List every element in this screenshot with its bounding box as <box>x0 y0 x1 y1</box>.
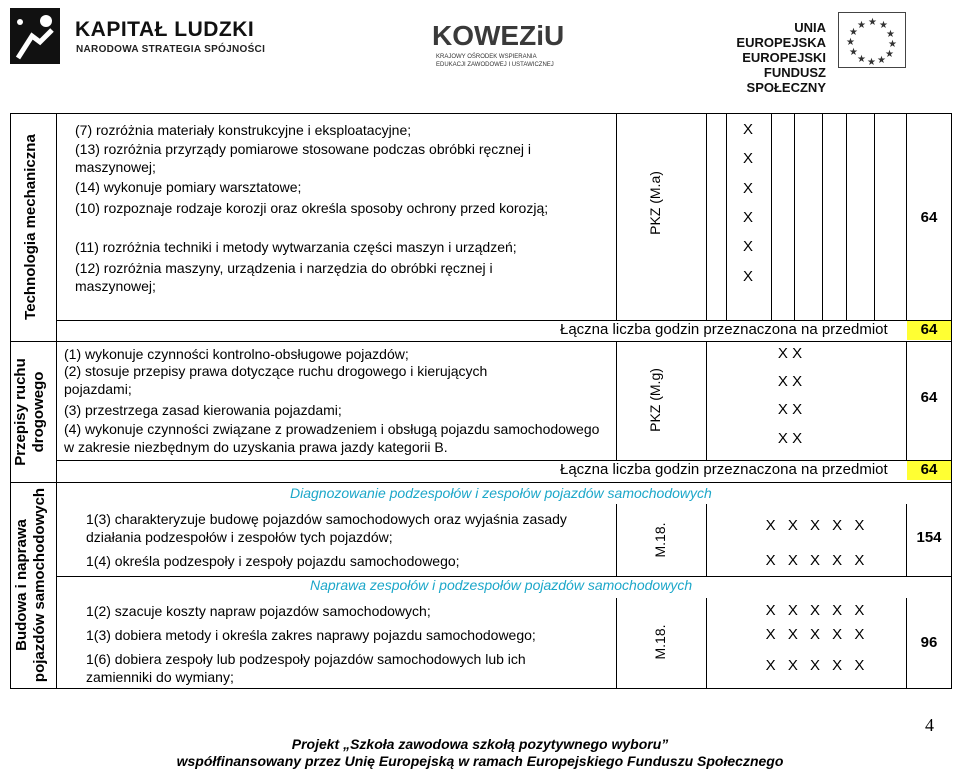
hours-value: 64 <box>920 209 938 226</box>
outcome-row: 1(4) określa podzespoły i zespoły pojazdu samochodowego; <box>86 553 460 569</box>
page-number: 4 <box>925 715 934 735</box>
subject-technologia-mechaniczna: Technologia mechaniczna <box>22 134 39 320</box>
outcome-row: (11) rozróżnia techniki i metody wytwarzania części maszyn i urządzeń; <box>75 239 517 255</box>
eu-line-1: UNIA EUROPEJSKA <box>736 20 826 50</box>
hours-value: 64 <box>920 389 938 406</box>
eu-logo-text <box>702 20 826 95</box>
subject-line-2: drogowego <box>30 371 47 453</box>
subject-line-1: Budowa i naprawa <box>13 519 30 651</box>
mark-x: X <box>742 209 753 226</box>
module-heading-naprawa: Naprawa zespołów i podzespołów pojazdów samochodowych <box>310 577 693 593</box>
footer-funding-line: współfinansowany przez Unię Europejską w ramach Europejskiego Funduszu Społecznego <box>176 753 784 769</box>
marks-xx: X X <box>777 373 803 390</box>
footer-project-line: Projekt „Szkoła zawodowa szkołą pozytywnego wyboru” <box>291 736 669 752</box>
header-logos <box>0 0 960 95</box>
outcome-row: (1) wykonuje czynności kontrolno-obsługowe pojazdów; <box>64 346 409 362</box>
outcome-row: (12) rozróżnia maszyny, urządzenia i narzędzia do obróbki ręcznej i maszynowej; <box>75 260 493 294</box>
hours-value: 154 <box>916 529 942 546</box>
outcome-row: 1(3) charakteryzuje budowę pojazdów samochodowych oraz wyjaśnia zasady działania podzespołów i zespołów tych pojazdów; <box>86 511 567 545</box>
eu-flag-icon: ★ ★ ★ ★ ★ ★ ★ ★ ★ ★ ★ ★ <box>838 12 906 68</box>
outcome-row: 1(6) dobiera zespoły lub podzespoły pojazdów samochodowych lub ich zamienniki do wymiany; <box>86 651 526 685</box>
outcome-row: (14) wykonuje pomiary warsztatowe; <box>75 179 302 195</box>
code-m18: M.18. <box>652 522 668 558</box>
mark-x: X <box>742 150 753 167</box>
outcome-row: (4) wykonuje czynności związane z prowadzeniem i obsługą pojazdu samochodowego w zakresie niezbędnym do uzyskania prawa jazdy kategorii B. <box>64 421 600 455</box>
subject-przepisy-ruchu-drogowego <box>12 344 50 480</box>
subject-line-2: pojazdów samochodowych <box>31 487 48 683</box>
marks-xxxxx: X X X X X <box>765 552 865 569</box>
kowezu-subtitle: KRAJOWY OŚRODEK WSPIERANIA EDUKACJI ZAWODOWEJ I USTAWICZNEJ <box>436 54 554 68</box>
marks-xx: X X <box>777 345 803 362</box>
code-pkz-mg: PKZ (M.g) <box>647 368 663 432</box>
marks-xxxxx: X X X X X <box>765 657 865 674</box>
outcome-row: (10) rozpoznaje rodzaje korozji oraz określa sposoby ochrony przed korozją; <box>75 200 549 216</box>
kapital-ludzki-title: KAPITAŁ LUDZKI <box>75 18 255 41</box>
subject-line-1: Przepisy ruchu <box>12 358 29 466</box>
kapital-ludzki-logo-mark <box>10 8 60 64</box>
kapital-ludzki-subtitle: NARODOWA STRATEGIA SPÓJNOŚCI <box>76 44 266 55</box>
total-value: 64 <box>920 461 938 478</box>
outcome-row: (13) rozróżnia przyrządy pomiarowe stosowane podczas obróbki ręcznej i maszynowej; <box>75 141 531 175</box>
total-label: Łączna liczba godzin przeznaczona na przedmiot <box>560 321 888 338</box>
marks-xxxxx: X X X X X <box>765 626 865 643</box>
outcome-row: 1(2) szacuje koszty napraw pojazdów samochodowych; <box>86 603 431 619</box>
subject-budowa-i-naprawa <box>13 485 51 685</box>
code-m18: M.18. <box>652 624 668 660</box>
outcome-row: 1(3) dobiera metody i określa zakres naprawy pojazdu samochodowego; <box>86 627 536 643</box>
eu-line-2: EUROPEJSKI <box>742 50 826 65</box>
mark-x: X <box>742 121 753 138</box>
eu-line-3: FUNDUSZ SPOŁECZNY <box>746 65 826 95</box>
outcome-row: (3) przestrzega zasad kierowania pojazdami; <box>64 402 342 418</box>
marks-xx: X X <box>777 430 803 447</box>
module-heading-diagnozowanie: Diagnozowanie podzespołów i zespołów pojazdów samochodowych <box>290 485 712 501</box>
marks-xxxxx: X X X X X <box>765 517 865 534</box>
code-pkz-ma: PKZ (M.a) <box>647 171 663 235</box>
mark-x: X <box>742 268 753 285</box>
hours-value: 96 <box>920 634 938 651</box>
mark-x: X <box>742 238 753 255</box>
marks-xx: X X <box>777 401 803 418</box>
outcome-row: (7) rozróżnia materiały konstrukcyjne i eksploatacyjne; <box>75 122 412 138</box>
outcome-row: (2) stosuje przepisy prawa dotyczące ruchu drogowego i kierujących pojazdami; <box>64 363 488 397</box>
marks-xxxxx: X X X X X <box>765 602 865 619</box>
kowezu-logo-text: KOWEZiU <box>432 20 565 51</box>
total-label: Łączna liczba godzin przeznaczona na przedmiot <box>560 461 888 478</box>
total-value: 64 <box>920 321 938 338</box>
mark-x: X <box>742 180 753 197</box>
